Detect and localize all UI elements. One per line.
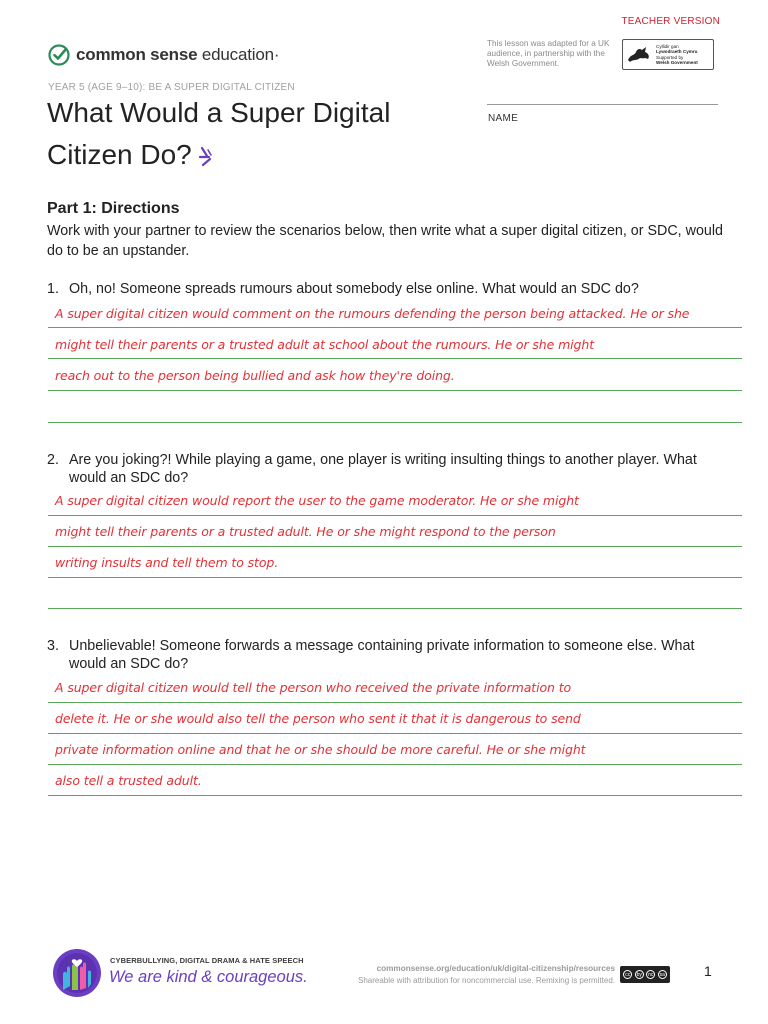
welsh-badge-line: Cyllidir gan — [656, 43, 679, 49]
question-3 — [47, 637, 727, 673]
question-number: 3. — [47, 638, 59, 654]
question-text: Are you joking?! While playing a game, one player is writing insulting things to another player. What would an SDC do? — [69, 452, 697, 486]
page-title-text: What Would a Super Digital Citizen Do? — [47, 97, 391, 170]
footer-category: CYBERBULLYING, DIGITAL DRAMA & HATE SPEECH — [110, 956, 304, 965]
answer-text: might tell their parents or a trusted adult. He or she might respond to the person — [55, 524, 556, 539]
logo-brand: common sense — [76, 45, 198, 64]
name-field-label: NAME — [488, 113, 519, 124]
welsh-badge-line: Lywodraeth Cymru — [656, 49, 698, 55]
answer-line — [48, 577, 742, 578]
hands-heart-badge-icon — [52, 948, 102, 998]
nc-icon: nc — [648, 971, 654, 978]
common-sense-logo — [48, 44, 279, 66]
checkmark-logo-icon — [48, 44, 70, 66]
answer-text: A super digital citizen would comment on the rumours defending the person being attacked. He or she — [55, 306, 690, 321]
answer-line — [48, 515, 742, 516]
adaptation-note: This lesson was adapted for a UK audience, in partnership with the Welsh Government. — [487, 39, 610, 68]
answer-line — [48, 764, 742, 765]
answer-line — [48, 702, 742, 703]
directions-text: Work with your partner to review the scenarios below, then write what a super digital citizen, or SDC, would do to be an upstander. — [47, 223, 723, 259]
answer-text: writing insults and tell them to stop. — [55, 555, 279, 570]
page-number: 1 — [704, 963, 712, 979]
logo-suffix: education — [201, 45, 274, 64]
year-label: YEAR 5 (AGE 9–10): BE A SUPER DIGITAL CITIZEN — [48, 82, 295, 93]
cc-icon: cc — [625, 971, 631, 978]
sa-icon: sa — [659, 971, 665, 978]
answer-line — [48, 422, 742, 423]
welsh-badge-line: Supported by — [656, 54, 684, 60]
welsh-government-badge — [622, 39, 714, 70]
footer-tagline: We are kind & courageous. — [109, 968, 308, 986]
teacher-version-label: TEACHER VERSION — [621, 16, 720, 27]
logo-wordmark: common sense education· — [76, 45, 280, 64]
answer-line — [48, 733, 742, 734]
answer-line — [48, 546, 742, 547]
welsh-badge-line: Welsh Government — [656, 59, 698, 65]
name-underline — [487, 104, 718, 105]
answer-text: A super digital citizen would tell the person who received the private information to — [55, 680, 572, 695]
page-title — [47, 92, 467, 176]
answer-text: delete it. He or she would also tell the person who sent it that it is dangerous to send — [55, 711, 581, 726]
question-number: 1. — [47, 281, 59, 297]
answer-text: private information online and that he or she should be more careful. He or she might — [55, 742, 586, 757]
question-2 — [47, 451, 727, 487]
answer-line — [48, 358, 742, 359]
answer-text: also tell a trusted adult. — [55, 773, 202, 788]
by-icon: by — [636, 971, 642, 978]
question-text: Unbelievable! Someone forwards a message containing private information to someone else. What would an SDC do? — [69, 638, 695, 672]
answer-line — [48, 327, 742, 328]
answer-line — [48, 795, 742, 796]
creative-commons-badge[interactable] — [620, 966, 670, 983]
answer-text: A super digital citizen would report the user to the game moderator. He or she might — [55, 493, 579, 508]
footer-url-link[interactable]: commonsense.org/education/uk/digital-citizenship/resources — [376, 964, 615, 973]
part-heading: Part 1: Directions — [47, 200, 180, 217]
answer-line — [48, 608, 742, 609]
answer-text: might tell their parents or a trusted adult at school about the rumours. He or she might — [55, 337, 595, 352]
question-text: Oh, no! Someone spreads rumours about somebody else online. What would an SDC do? — [69, 281, 639, 297]
welsh-badge-text — [656, 44, 698, 66]
footer-share-note: Shareable with attribution for noncommercial use. Remixing is permitted. — [357, 976, 615, 985]
answer-line — [48, 390, 742, 391]
question-number: 2. — [47, 452, 59, 468]
sparkle-icon — [198, 144, 220, 170]
answer-text: reach out to the person being bullied and ask how they're doing. — [55, 368, 455, 383]
welsh-dragon-icon — [626, 44, 652, 66]
question-1 — [47, 280, 727, 298]
